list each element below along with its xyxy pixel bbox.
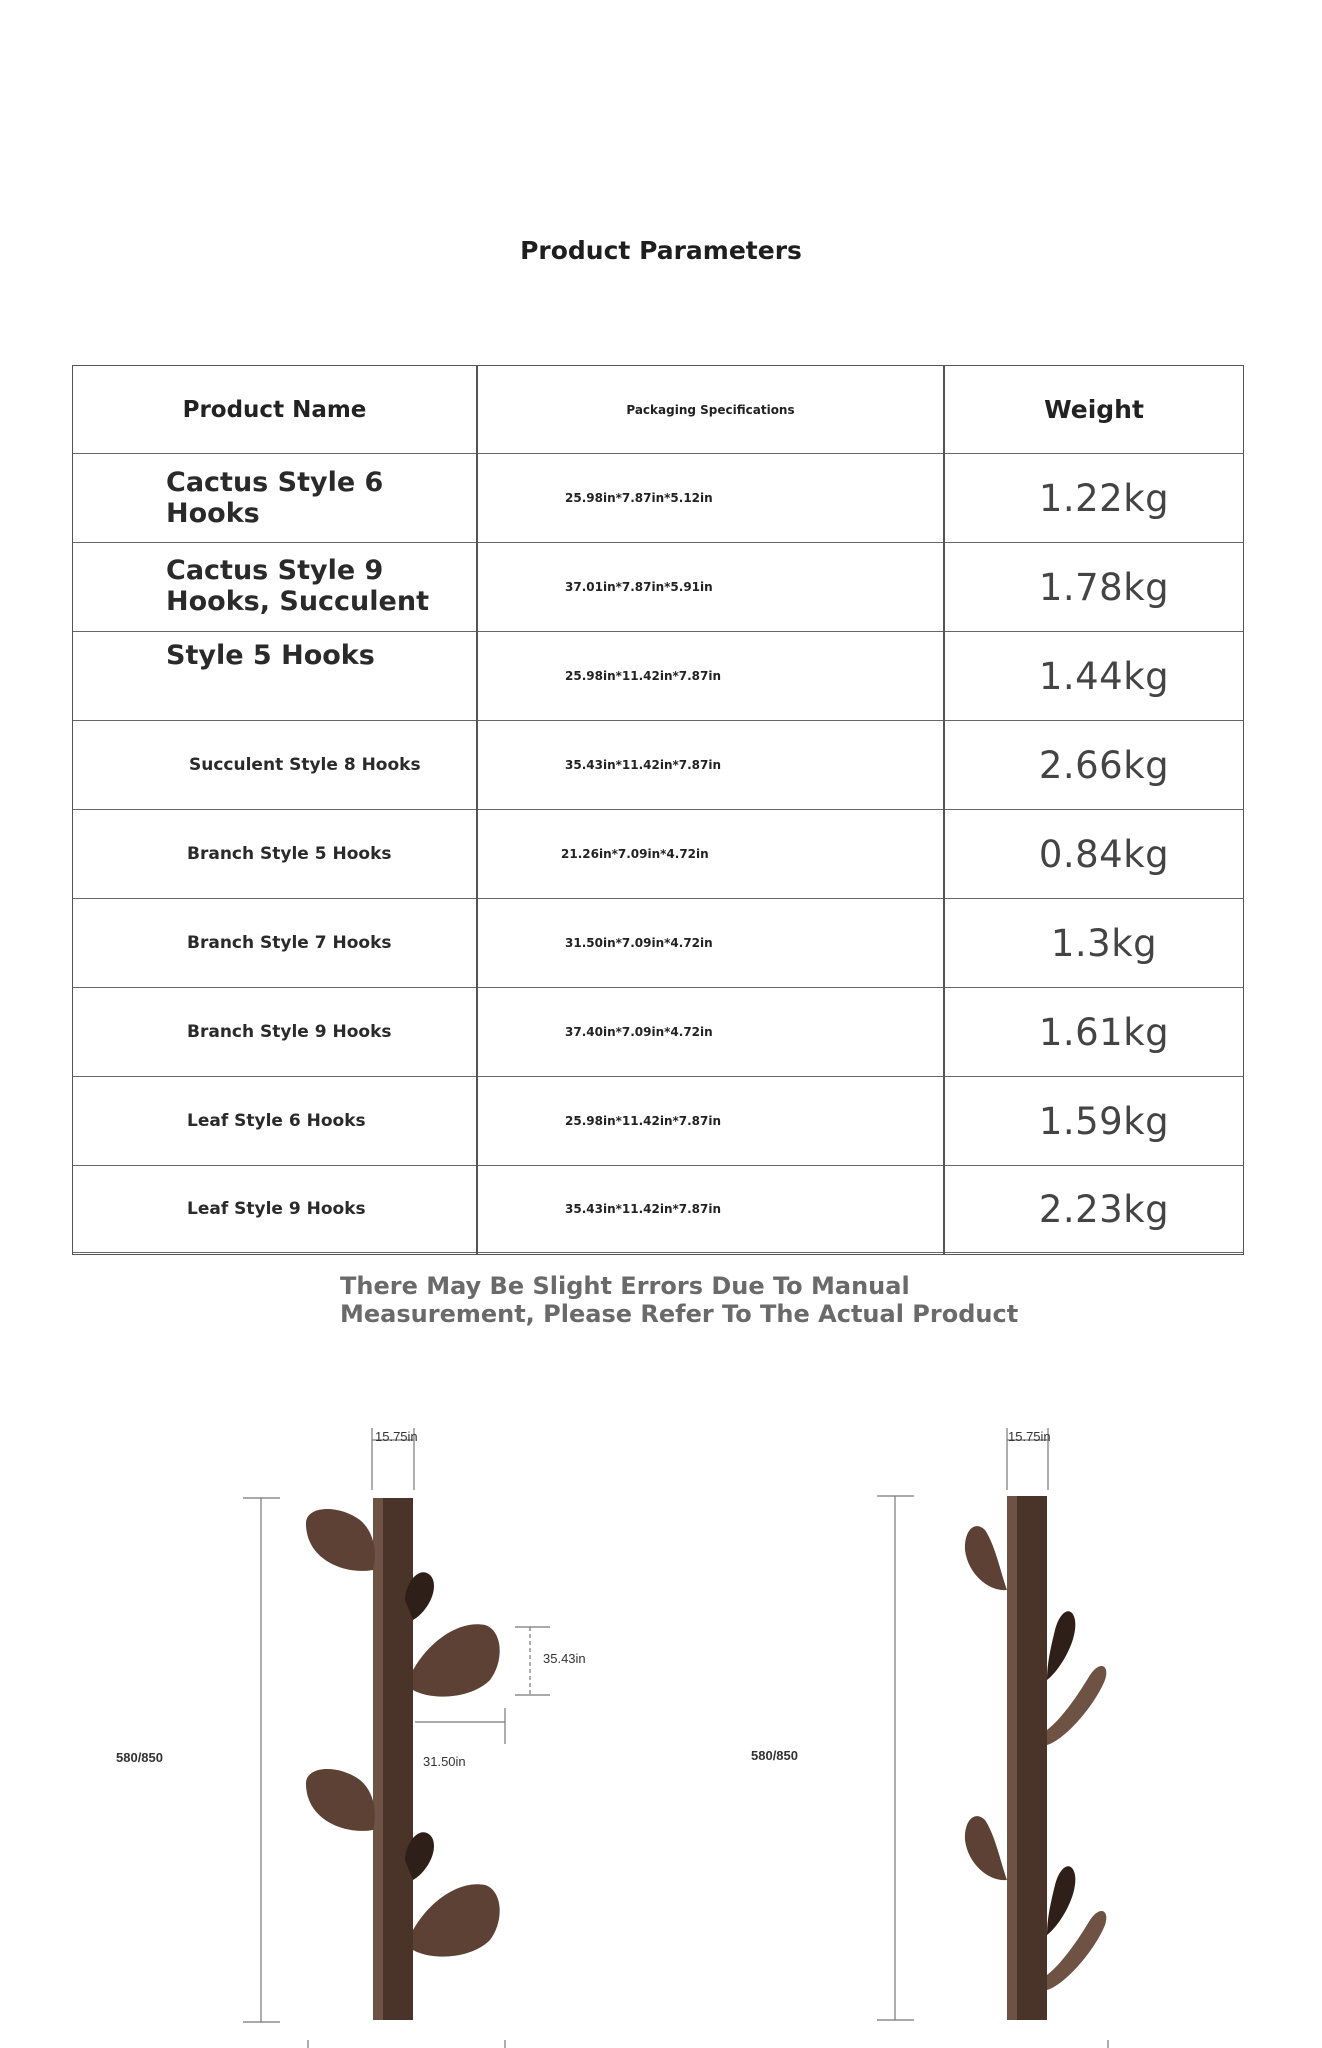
product-dimension-illustration — [0, 1400, 1322, 2048]
weight-value: 2.23kg — [1038, 1187, 1170, 1231]
product-name: Succulent Style 8 Hooks — [189, 755, 421, 775]
weight-value: 1.44kg — [1038, 654, 1170, 698]
packaging-spec: 21.26in*7.09in*4.72in — [561, 847, 709, 861]
weight-value: 1.78kg — [1038, 565, 1170, 609]
table-row — [73, 810, 1243, 899]
packaging-spec: 35.43in*11.42in*7.87in — [565, 1202, 722, 1216]
height-label-left: 580/850 — [116, 1750, 163, 1765]
table-row — [73, 721, 1243, 810]
hook-height-label: 35.43in — [543, 1651, 586, 1666]
measurement-note: There May Be Slight Errors Due To Manual Measurement, Please Refer To The Actual Product — [340, 1272, 1019, 1328]
product-name: Cactus Style 9 Hooks, Succulent — [166, 555, 429, 617]
header-packaging: Packaging Specifications — [626, 402, 795, 417]
height-label-right: 580/850 — [751, 1748, 798, 1763]
hook-width-label: 31.50in — [423, 1754, 466, 1769]
table-row — [73, 632, 1243, 721]
product-name: Cactus Style 6 Hooks — [166, 467, 384, 529]
weight-value: 1.61kg — [1038, 1010, 1170, 1054]
header-weight: Weight — [1044, 395, 1144, 424]
table-row — [73, 988, 1243, 1077]
column-divider — [943, 366, 945, 1254]
product-name: Leaf Style 9 Hooks — [187, 1199, 366, 1219]
table-row — [73, 1166, 1243, 1253]
product-name: Branch Style 9 Hooks — [187, 1022, 392, 1042]
weight-value: 2.66kg — [1038, 743, 1170, 787]
width-label-right: 15.75in — [1008, 1429, 1051, 1444]
packaging-spec: 25.98in*11.42in*7.87in — [565, 1114, 722, 1128]
table-header-row — [73, 366, 1243, 454]
packaging-spec: 37.40in*7.09in*4.72in — [565, 1025, 713, 1039]
width-label-left: 15.75in — [375, 1429, 418, 1444]
page-title: Product Parameters — [520, 236, 802, 265]
header-product-name: Product Name — [182, 396, 367, 423]
table-row — [73, 543, 1243, 632]
product-name: Branch Style 7 Hooks — [187, 933, 392, 953]
weight-value: 1.59kg — [1038, 1099, 1170, 1143]
packaging-spec: 25.98in*7.87in*5.12in — [565, 491, 713, 505]
table-row — [73, 1077, 1243, 1166]
coat-rack-cactus-right — [965, 1496, 1106, 2020]
weight-value: 1.3kg — [1050, 921, 1158, 965]
packaging-spec: 31.50in*7.09in*4.72in — [565, 936, 713, 950]
packaging-spec: 35.43in*11.42in*7.87in — [565, 758, 722, 772]
parameters-table — [72, 365, 1244, 1255]
packaging-spec: 37.01in*7.87in*5.91in — [565, 580, 713, 594]
product-name: Style 5 Hooks — [166, 640, 375, 671]
packaging-spec: 25.98in*11.42in*7.87in — [565, 669, 722, 683]
column-divider — [476, 366, 478, 1254]
weight-value: 1.22kg — [1038, 476, 1170, 520]
table-row — [73, 454, 1243, 543]
table-row — [73, 899, 1243, 988]
product-name: Branch Style 5 Hooks — [187, 844, 392, 864]
weight-value: 0.84kg — [1038, 832, 1170, 876]
coat-rack-leaf-left — [306, 1498, 500, 2020]
product-name: Leaf Style 6 Hooks — [187, 1111, 366, 1131]
